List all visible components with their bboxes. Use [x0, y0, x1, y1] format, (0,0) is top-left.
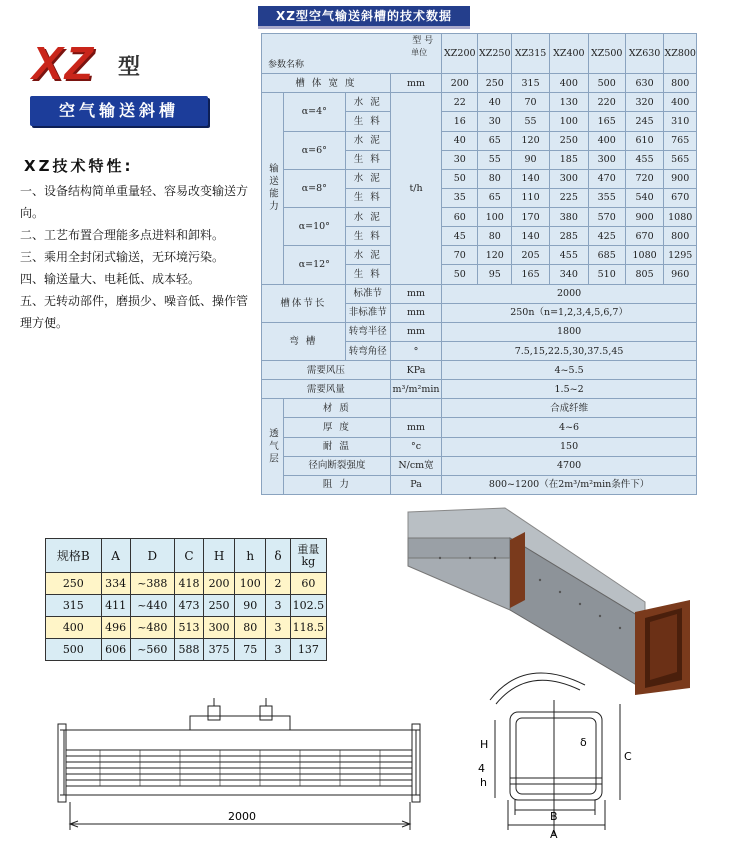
dim-cell: 200	[203, 573, 234, 595]
dim-cell: ~560	[130, 639, 175, 661]
capacity-value: 55	[512, 112, 550, 131]
capacity-value: 40	[442, 131, 478, 150]
dim-cell: 100	[235, 573, 266, 595]
material-raw: 生 料	[345, 227, 390, 246]
dim-cell: 400	[46, 617, 102, 639]
capacity-value: 400	[588, 131, 625, 150]
bend-label: 弯 槽	[262, 322, 346, 360]
brand-suffix: 型	[118, 55, 141, 80]
dim-cell: 60	[290, 573, 326, 595]
capacity-value: 185	[550, 150, 589, 169]
capacity-value: 50	[442, 169, 478, 188]
capacity-value: 95	[478, 265, 512, 284]
capacity-value: 285	[550, 227, 589, 246]
capacity-value: 800	[664, 227, 697, 246]
capacity-value: 245	[625, 112, 664, 131]
capacity-value: 805	[625, 265, 664, 284]
capacity-value: 165	[512, 265, 550, 284]
feature-item: 四、输送量大、电耗低、成本轻。	[20, 272, 201, 286]
material-cement: 水 泥	[345, 208, 390, 227]
capacity-rows	[262, 93, 697, 284]
layer-row-unit: °c	[390, 437, 441, 456]
bend-angle-unit: °	[390, 341, 441, 360]
capacity-value: 30	[478, 112, 512, 131]
dim-header: 规格B	[46, 539, 102, 573]
capacity-value: 110	[512, 188, 550, 207]
width-value: 500	[588, 74, 625, 93]
dim-cell: 418	[175, 573, 204, 595]
model-header: XZ630	[625, 34, 664, 74]
dimension-table	[45, 538, 327, 661]
dim-label-A: A	[550, 828, 558, 841]
layer-row-label: 径向断裂强度	[283, 456, 390, 475]
capacity-value: 70	[442, 246, 478, 265]
dim-cell: 3	[266, 617, 290, 639]
bend-radius-value: 1800	[442, 322, 697, 341]
capacity-value: 1080	[625, 246, 664, 265]
section-std-value: 2000	[442, 284, 697, 303]
capacity-value: 120	[478, 246, 512, 265]
air-volume-unit: m³/m²min	[390, 380, 441, 399]
bend-radius: 转弯半径	[345, 322, 390, 341]
material-cement: 水 泥	[345, 246, 390, 265]
layer-row-value: 4700	[442, 456, 697, 475]
capacity-value: 100	[550, 112, 589, 131]
dim-cell: 3	[266, 639, 290, 661]
dim-label-delta: δ	[580, 736, 587, 749]
layer-row-value: 合成纤维	[442, 399, 697, 418]
dim-cell: 118.5	[290, 617, 326, 639]
features-list	[20, 180, 252, 334]
angle-label: α=12°	[283, 246, 345, 284]
capacity-value: 455	[550, 246, 589, 265]
dim-header: C	[175, 539, 204, 573]
dim-cell: 334	[101, 573, 130, 595]
air-volume-value: 1.5~2	[442, 380, 697, 399]
product-banner: 空气输送斜槽	[30, 96, 208, 126]
dim-cell: 473	[175, 595, 204, 617]
air-volume-label: 需要风量	[262, 380, 391, 399]
capacity-value: 16	[442, 112, 478, 131]
dim-cell: 513	[175, 617, 204, 639]
dim-header: D	[130, 539, 175, 573]
dim-cell: 3	[266, 595, 290, 617]
capacity-value: 960	[664, 265, 697, 284]
width-unit: mm	[390, 74, 441, 93]
capacity-value: 65	[478, 188, 512, 207]
feature-item: 五、无转动部件，磨损少、噪音低、操作管理方便。	[20, 294, 249, 330]
cross-section-drawing	[470, 660, 640, 850]
capacity-value: 40	[478, 93, 512, 112]
capacity-value: 765	[664, 131, 697, 150]
material-cement: 水 泥	[345, 169, 390, 188]
model-header: XZ500	[588, 34, 625, 74]
dim-header: h	[235, 539, 266, 573]
dim-header: H	[203, 539, 234, 573]
dim-cell: 80	[235, 617, 266, 639]
layer-row-label: 材 质	[283, 399, 390, 418]
width-value: 800	[664, 74, 697, 93]
dim-cell: 411	[101, 595, 130, 617]
layer-row-label: 阻 力	[283, 475, 390, 494]
layer-row-value: 4~6	[442, 418, 697, 437]
dim-label-4: 4	[478, 762, 485, 775]
dim-header: A	[101, 539, 130, 573]
material-raw: 生 料	[345, 112, 390, 131]
capacity-value: 60	[442, 208, 478, 227]
capacity-value: 685	[588, 246, 625, 265]
capacity-value: 220	[588, 93, 625, 112]
angle-label: α=10°	[283, 208, 345, 246]
model-header: XZ250	[478, 34, 512, 74]
dim-cell: 300	[203, 617, 234, 639]
dim-cell: 500	[46, 639, 102, 661]
capacity-value: 610	[625, 131, 664, 150]
header-model: 型 号	[412, 36, 434, 46]
brand-model: XZ	[32, 37, 95, 89]
capacity-value: 45	[442, 227, 478, 246]
length-label: 2000	[228, 810, 256, 823]
material-raw: 生 料	[345, 188, 390, 207]
dim-label-C: C	[624, 750, 632, 763]
section-std-unit: mm	[390, 284, 441, 303]
dim-label-H: H	[480, 738, 489, 751]
capacity-value: 205	[512, 246, 550, 265]
capacity-value: 355	[588, 188, 625, 207]
header-param: 参数名称	[268, 60, 305, 71]
layer-row-unit: Pa	[390, 475, 441, 494]
air-pressure-value: 4~5.5	[442, 361, 697, 380]
capacity-value: 455	[625, 150, 664, 169]
capacity-value: 900	[664, 169, 697, 188]
capacity-value: 510	[588, 265, 625, 284]
capacity-value: 130	[550, 93, 589, 112]
capacity-value: 65	[478, 131, 512, 150]
layer-row-label: 耐 温	[283, 437, 390, 456]
dim-cell: ~388	[130, 573, 175, 595]
capacity-value: 565	[664, 150, 697, 169]
air-pressure-label: 需要风压	[262, 361, 391, 380]
section-std: 标准节	[345, 284, 390, 303]
bend-angle-value: 7.5,15,22.5,30,37.5,45	[442, 341, 697, 360]
dim-cell: 496	[101, 617, 130, 639]
model-header: XZ200	[442, 34, 478, 74]
material-raw: 生 料	[345, 150, 390, 169]
dim-cell: 606	[101, 639, 130, 661]
capacity-value: 55	[478, 150, 512, 169]
spec-table	[261, 33, 697, 495]
width-value: 200	[442, 74, 478, 93]
dim-cell: 315	[46, 595, 102, 617]
side-elevation-drawing	[40, 690, 450, 850]
layer-label: 透气层	[262, 399, 284, 495]
angle-label: α=8°	[283, 169, 345, 207]
capacity-value: 670	[625, 227, 664, 246]
capacity-value: 35	[442, 188, 478, 207]
feature-item: 三、乘用全封闭式输送，无环境污染。	[20, 250, 225, 264]
capacity-value: 320	[625, 93, 664, 112]
layer-row-value: 800~1200（在2m³/m²min条件下）	[442, 475, 697, 494]
layer-row-unit	[390, 399, 441, 418]
dim-cell: ~440	[130, 595, 175, 617]
capacity-value: 670	[664, 188, 697, 207]
capacity-value: 470	[588, 169, 625, 188]
model-header: XZ400	[550, 34, 589, 74]
capacity-value: 425	[588, 227, 625, 246]
section-label: 槽体节长	[262, 284, 346, 322]
capacity-value: 310	[664, 112, 697, 131]
section-nonstd: 非标准节	[345, 303, 390, 322]
capacity-value: 1080	[664, 208, 697, 227]
bend-angle: 转弯角径	[345, 341, 390, 360]
dim-cell: 2	[266, 573, 290, 595]
width-value: 250	[478, 74, 512, 93]
angle-label: α=6°	[283, 131, 345, 169]
capacity-value: 140	[512, 227, 550, 246]
capacity-value: 300	[550, 169, 589, 188]
width-value: 400	[550, 74, 589, 93]
material-cement: 水 泥	[345, 93, 390, 112]
capacity-value: 120	[512, 131, 550, 150]
dim-cell: 90	[235, 595, 266, 617]
spec-table-title: XZ型空气输送斜槽的技术数据	[258, 6, 470, 26]
dim-label-B: B	[550, 810, 558, 823]
capacity-value: 570	[588, 208, 625, 227]
capacity-value: 165	[588, 112, 625, 131]
capacity-value: 400	[664, 93, 697, 112]
layer-row-unit: mm	[390, 418, 441, 437]
capacity-value: 540	[625, 188, 664, 207]
dim-cell: 375	[203, 639, 234, 661]
capacity-value: 380	[550, 208, 589, 227]
dim-header: 重量 kg	[290, 539, 326, 573]
capacity-value: 720	[625, 169, 664, 188]
capacity-value: 80	[478, 169, 512, 188]
spec-header-cell	[262, 34, 442, 74]
capacity-value: 250	[550, 131, 589, 150]
dim-cell: ~480	[130, 617, 175, 639]
capacity-value: 80	[478, 227, 512, 246]
capacity-value: 90	[512, 150, 550, 169]
material-raw: 生 料	[345, 265, 390, 284]
capacity-value: 1295	[664, 246, 697, 265]
capacity-value: 170	[512, 208, 550, 227]
dim-cell: 137	[290, 639, 326, 661]
dim-header: δ	[266, 539, 290, 573]
dim-cell: 250	[203, 595, 234, 617]
features-title: XZ技术特性:	[24, 157, 134, 175]
header-unit: 单位	[411, 48, 428, 57]
dim-cell: 588	[175, 639, 204, 661]
capacity-label: 输送能力	[262, 93, 284, 284]
capacity-value: 100	[478, 208, 512, 227]
layer-row-value: 150	[442, 437, 697, 456]
capacity-value: 70	[512, 93, 550, 112]
layer-row-unit: N/cm宽	[390, 456, 441, 475]
capacity-value: 225	[550, 188, 589, 207]
width-value: 315	[512, 74, 550, 93]
section-nonstd-unit: mm	[390, 303, 441, 322]
capacity-value: 30	[442, 150, 478, 169]
material-cement: 水 泥	[345, 131, 390, 150]
angle-label: α=4°	[283, 93, 345, 131]
dim-label-h: h	[480, 776, 487, 789]
feature-item: 一、设备结构简单重量轻、容易改变输送方向。	[20, 184, 249, 220]
width-value: 630	[625, 74, 664, 93]
capacity-value: 300	[588, 150, 625, 169]
feature-item: 二、工艺布置合理能多点进料和卸料。	[20, 228, 225, 242]
dim-cell: 102.5	[290, 595, 326, 617]
model-header: XZ800	[664, 34, 697, 74]
capacity-value: 140	[512, 169, 550, 188]
model-header: XZ315	[512, 34, 550, 74]
air-pressure-unit: KPa	[390, 361, 441, 380]
capacity-value: 50	[442, 265, 478, 284]
width-label: 槽 体 宽 度	[262, 74, 391, 93]
capacity-value: 22	[442, 93, 478, 112]
layer-row-label: 厚 度	[283, 418, 390, 437]
dim-cell: 75	[235, 639, 266, 661]
capacity-unit: t/h	[390, 93, 441, 284]
dim-cell: 250	[46, 573, 102, 595]
capacity-value: 340	[550, 265, 589, 284]
section-nonstd-value: 250n（n=1,2,3,4,5,6,7）	[442, 303, 697, 322]
bend-radius-unit: mm	[390, 322, 441, 341]
capacity-value: 900	[625, 208, 664, 227]
